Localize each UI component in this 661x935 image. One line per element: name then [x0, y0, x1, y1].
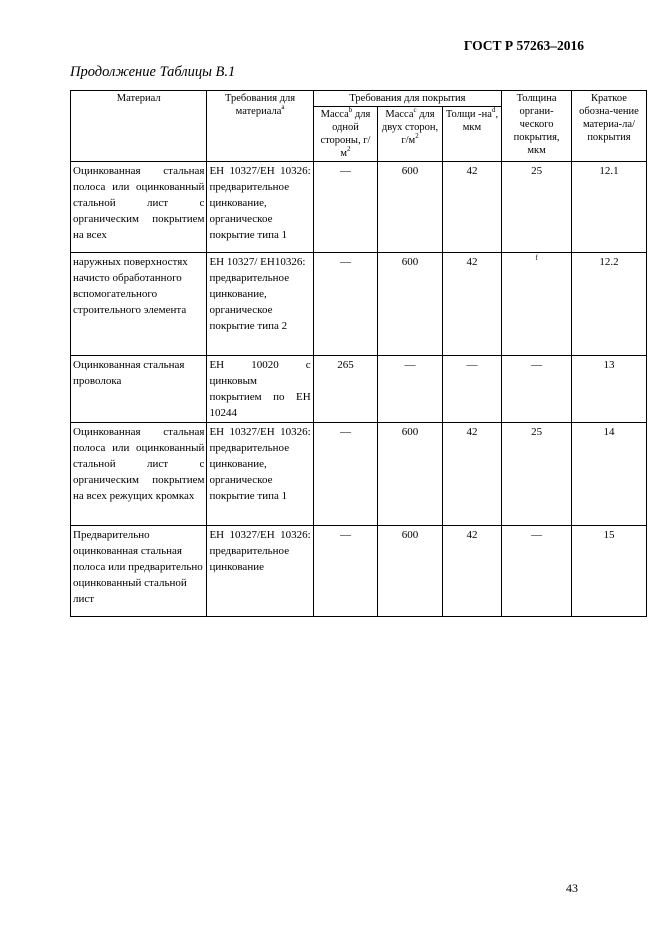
cell-thickness: —	[442, 356, 501, 423]
cell-organic: f	[502, 253, 572, 356]
cell-mass-one: —	[313, 526, 378, 617]
cell-requirement: ЕН 10327/ЕН 10326: предварительное цинкование, органическое покрытие типа 1	[207, 162, 313, 253]
cell-thickness: 42	[442, 526, 501, 617]
cell-code: 12.1	[571, 162, 646, 253]
header-row-1	[71, 91, 647, 107]
cell-code: 13	[571, 356, 646, 423]
cell-mass-one: —	[313, 423, 378, 526]
cell-organic: 25	[502, 423, 572, 526]
table-caption: Продолжение Таблицы В.1	[70, 64, 236, 80]
cell-material: Предварительно оцинкованная стальная полоса или предварительно оцинкованный стальной лист	[71, 526, 207, 617]
header-coating-req: Требования для покрытия	[313, 91, 502, 107]
table-row	[71, 526, 647, 617]
cell-organic: —	[502, 526, 572, 617]
header-organic-thickness: Толщина органи-ческого покрытия, мкм	[502, 91, 572, 162]
cell-mass-one: —	[313, 253, 378, 356]
header-thickness: Толщи $-на^d$, мкм	[442, 107, 501, 162]
cell-thickness: 42	[442, 162, 501, 253]
cell-mass-one: 265	[313, 356, 378, 423]
cell-mass-two: 600	[378, 526, 443, 617]
cell-organic: —	[502, 356, 572, 423]
table-row	[71, 162, 647, 253]
header-material: Материал	[71, 91, 207, 162]
table-row	[71, 356, 647, 423]
cell-code: 12.2	[571, 253, 646, 356]
cell-material: Оцинкованная стальная полоса или оцинкованный стальной лист с органическим покрытием на всех	[71, 162, 207, 253]
cell-requirement: ЕН 10327/ ЕН10326: предварительное цинкование, органическое покрытие типа 2	[207, 253, 313, 356]
cell-mass-two: 600	[378, 423, 443, 526]
cell-requirement: ЕН 10327/ЕН 10326: предварительное цинкование	[207, 526, 313, 617]
header-mass-one-side: Масса$^b$ для одной стороны, $г/м^2$	[313, 107, 378, 162]
materials-table	[70, 90, 647, 617]
cell-material: наружных поверхностях начисто обработанного вспомогательного строительного элемента	[71, 253, 207, 356]
cell-organic: 25	[502, 162, 572, 253]
cell-requirement: ЕН 10327/ЕН 10326: предварительное цинкование, органическое покрытие типа 1	[207, 423, 313, 526]
cell-requirement: ЕН 10020 с цинковым покрытием по ЕН 10244	[207, 356, 313, 423]
cell-mass-two: 600	[378, 253, 443, 356]
cell-thickness: 42	[442, 253, 501, 356]
cell-thickness: 42	[442, 423, 501, 526]
cell-mass-one: —	[313, 162, 378, 253]
cell-material: Оцинкованная стальная проволока	[71, 356, 207, 423]
cell-code: 14	[571, 423, 646, 526]
cell-mass-two: —	[378, 356, 443, 423]
table-row	[71, 423, 647, 526]
document-code: ГОСТ Р 57263–2016	[463, 38, 584, 53]
header-mass-two-sides: Масса$^c$ для двух сторон, $г/м^2$	[378, 107, 443, 162]
table-row	[71, 253, 647, 356]
header-material-req: Требования для материала$^a$	[207, 91, 313, 162]
cell-material: Оцинкованная стальная полоса или оцинкованный стальной лист с органическим покрытием на всех режущих кромках	[71, 423, 207, 526]
cell-code: 15	[571, 526, 646, 617]
page-number: 43	[566, 881, 578, 895]
header-short-code: Краткое обозна-чение материа-ла/ покрытия	[571, 91, 646, 162]
cell-mass-two: 600	[378, 162, 443, 253]
